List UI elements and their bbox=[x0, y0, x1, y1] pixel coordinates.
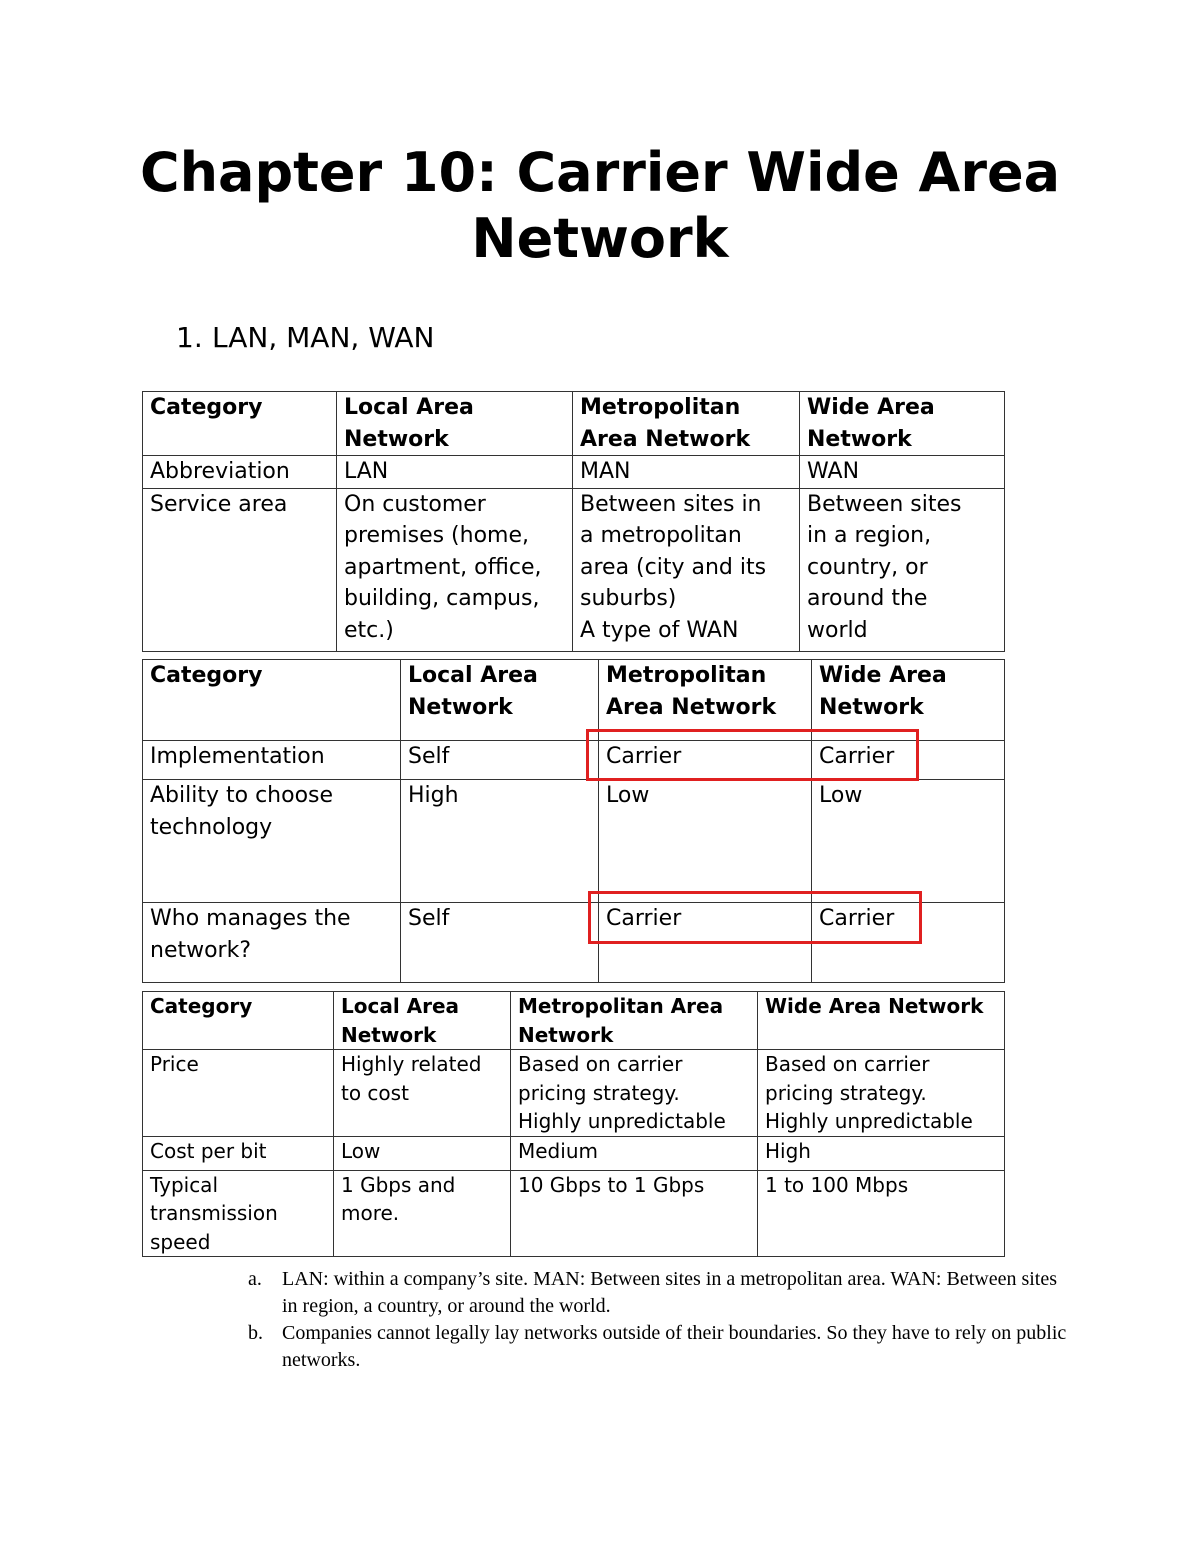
table-cell: High bbox=[401, 780, 599, 903]
list-marker: a. bbox=[248, 1268, 262, 1290]
header-cell: Local Area Network bbox=[401, 660, 599, 741]
table-cell: MAN bbox=[573, 456, 800, 489]
table-cell: Price bbox=[143, 1050, 334, 1137]
table-cell: Based on carrier pricing strategy. Highly unpredictable bbox=[511, 1050, 758, 1137]
table-row bbox=[143, 1050, 1005, 1137]
table-cell: Carrier bbox=[812, 741, 1005, 780]
header-cell: Metropolitan Area Network bbox=[573, 392, 800, 456]
table-cell: Self bbox=[401, 903, 599, 983]
table-cell: Carrier bbox=[599, 741, 812, 780]
table-row bbox=[143, 488, 1005, 651]
header-cell: Local Area Network bbox=[334, 992, 511, 1050]
table-header-row bbox=[143, 992, 1005, 1050]
table-cell: High bbox=[758, 1136, 1005, 1170]
section-number: 1. bbox=[176, 321, 203, 354]
table-cell: Medium bbox=[511, 1136, 758, 1170]
table-cell: Ability to choose technology bbox=[143, 780, 401, 903]
table-row bbox=[143, 1136, 1005, 1170]
table-cell: Implementation bbox=[143, 741, 401, 780]
title-line-2: Network bbox=[471, 207, 729, 270]
table-cell: Abbreviation bbox=[143, 456, 337, 489]
table-row bbox=[143, 456, 1005, 489]
note-text: LAN: within a company’s site. MAN: Between sites in a metropolitan area. WAN: Between sites in region, a country, or around the world. bbox=[282, 1268, 1058, 1317]
table-cell: Carrier bbox=[599, 903, 812, 983]
notes-list bbox=[240, 1266, 1070, 1374]
table-cell: Between sites in a region, country, or around the world bbox=[800, 488, 1005, 651]
table-cell: Low bbox=[812, 780, 1005, 903]
table-lan-man-wan-overview bbox=[142, 391, 1005, 652]
table-cell: Between sites in a metropolitan area (city and its suburbs) A type of WAN bbox=[573, 488, 800, 651]
header-cell: Wide Area Network bbox=[812, 660, 1005, 741]
section-heading bbox=[176, 318, 434, 358]
section-title: LAN, MAN, WAN bbox=[212, 321, 435, 354]
header-cell: Local Area Network bbox=[337, 392, 573, 456]
header-cell: Metropolitan Area Network bbox=[599, 660, 812, 741]
note-text: Companies cannot legally lay networks outside of their boundaries. So they have to rely on public networks. bbox=[282, 1322, 1067, 1371]
carrier-highlight-box bbox=[586, 729, 919, 781]
header-cell: Metropolitan Area Network bbox=[511, 992, 758, 1050]
list-item bbox=[240, 1320, 1070, 1374]
header-cell: Wide Area Network bbox=[758, 992, 1005, 1050]
table-price-cost-speed bbox=[142, 991, 1005, 1257]
list-item bbox=[240, 1266, 1070, 1320]
table-cell: Cost per bit bbox=[143, 1136, 334, 1170]
table-row bbox=[143, 1170, 1005, 1257]
table-header-row bbox=[143, 392, 1005, 456]
carrier-highlight-box bbox=[588, 891, 922, 944]
table-cell: LAN bbox=[337, 456, 573, 489]
table-cell: Typical transmission speed bbox=[143, 1170, 334, 1257]
page-title bbox=[0, 140, 1200, 272]
header-cell: Category bbox=[143, 392, 337, 456]
table-cell: Based on carrier pricing strategy. Highly unpredictable bbox=[758, 1050, 1005, 1137]
header-cell: Wide Area Network bbox=[800, 392, 1005, 456]
title-line-1: Chapter 10: Carrier Wide Area bbox=[139, 141, 1061, 204]
table-cell: 10 Gbps to 1 Gbps bbox=[511, 1170, 758, 1257]
table-row bbox=[143, 780, 1005, 903]
table-cell: WAN bbox=[800, 456, 1005, 489]
table-cell: Low bbox=[334, 1136, 511, 1170]
table-cell: 1 to 100 Mbps bbox=[758, 1170, 1005, 1257]
list-marker: b. bbox=[248, 1322, 263, 1344]
table-cell: Who manages the network? bbox=[143, 903, 401, 983]
table-cell: On customer premises (home, apartment, office, building, campus, etc.) bbox=[337, 488, 573, 651]
table-cell: Highly related to cost bbox=[334, 1050, 511, 1137]
table-cell: Carrier bbox=[812, 903, 1005, 983]
table-cell: Low bbox=[599, 780, 812, 903]
header-cell: Category bbox=[143, 660, 401, 741]
table-cell: Self bbox=[401, 741, 599, 780]
table-cell: 1 Gbps and more. bbox=[334, 1170, 511, 1257]
header-cell: Category bbox=[143, 992, 334, 1050]
table-cell: Service area bbox=[143, 488, 337, 651]
